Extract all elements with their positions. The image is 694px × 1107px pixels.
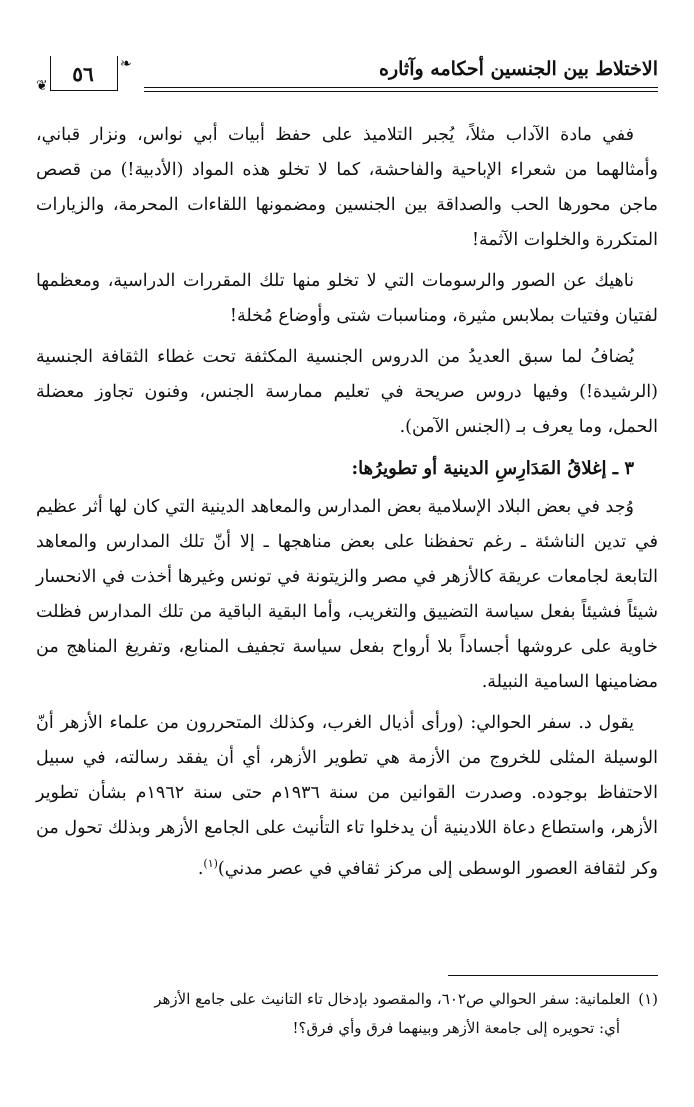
header-rule-bottom (144, 91, 658, 92)
running-title: الاختلاط بين الجنسين أحكامه وآثاره (379, 58, 658, 80)
paragraph-literature: ففي مادة الآداب مثلاً، يُجبر التلاميذ على حفظ أبيات أبي نواس، ونزار قباني، وأمثالهما من شعراء الإباحية والفاحشة، كما لا تخلو هذه المواد (الأدبية!) من قصص ماجن محورها الحب والصداقة بين الجنسين ومضمونها اللقاءات المحرمة، والزيارات المتكررة والخلوات الآثمة! (36, 125, 658, 250)
ornament-right-icon: ❧ (120, 56, 132, 72)
ornament-left-icon: ❦ (36, 78, 48, 94)
footnote-number: (١) (638, 990, 658, 1008)
footnote-line-1: العلمانية: سفر الحوالي ص٦٠٢، والمقصود بإدخال تاء التانيث على جامع الأزهر (154, 990, 631, 1008)
paragraph-hawali-quote: يقول د. سفر الحوالي: (ورأى أذيال الغرب، وكذلك المتحررون من علماء الأزهر أنّ الوسيلة المثلى للخروج من الأزمة هي تطوير الأزهر، أي أن يفقد رسالته، في سبيل الاحتفاظ بوجوده. وصدرت القوانين من سنة ١٩٣٦م حتى سنة ١٩٦٢م بشأن تطوير الأزهر، واستطاع دعاة اللادينية أن يدخلوا تاء التأنيث على الجامع الأزهر وبذلك تحول من وكر لثقافة العصور الوسطى إلى مركز ثقافي في عصر مدني)$^{(١)}$. (36, 713, 658, 879)
footnote-1 (36, 985, 658, 1014)
footnote-reference: (١) (203, 857, 218, 870)
paragraph-religious-schools: وُجد في بعض البلاد الإسلامية بعض المدارس والمعاهد الدينية التي كان لها أثر عظيم في تدين الناشئة ـ رغم تحفظنا على بعض مناهجها ـ إلا أنّ تلك المدارس والمعاهد التابعة لجامعات عريقة كالأزهر في مصر والزيتونة في تونس وغيرها أخذت في الانحسار شيئاً فشيئاً بفعل سياسة التضييق والتغريب، وأما البقية الباقية من تلك المدارس فظلت خاوية على عروشها أجساداً بلا أرواح بفعل سياسة تجفيف المنابع، وتفريغ المناهج من مضامينها السامية النبيلة. (36, 497, 658, 692)
footnotes (36, 985, 658, 1043)
page-header (36, 52, 658, 100)
header-rule-top (144, 87, 658, 88)
section-heading: ٣ ـ إغلاقُ المَدَارِسِ الدينية أو تطويرُها: (351, 458, 634, 479)
paragraph-sex-education: يُضافُ لما سبق العديدُ من الدروس الجنسية المكثفة تحت غطاء الثقافة الجنسية (الرشيدة!) وفيها دروس صريحة في تعليم ممارسة الجنس، وفنون تجاوز معضلة الحمل، وما يعرف بـ (الجنس الآمن). (36, 347, 658, 437)
page-number: ٥٦ (72, 62, 94, 86)
page-body (36, 118, 658, 893)
paragraph-images: ناهيك عن الصور والرسومات التي لا تخلو منها تلك المقررات الدراسية، ومعظمها لفتيان وفتيات بملابس مثيرة، ومناسبات شتى وأوضاع مُخلة! (36, 271, 658, 326)
footnote-1-continued: أي: تحويره إلى جامعة الأزهر وبينهما فرق وأي فرق؟! (292, 1019, 620, 1037)
footnote-separator (448, 975, 658, 976)
page-number-box (36, 56, 136, 94)
quote-text: يقول د. سفر الحوالي: (ورأى أذيال الغرب، وكذلك المتحررون من علماء الأزهر أنّ الوسيلة المثلى للخروج من الأزمة هي تطوير الأزهر، أي أن يفقد رسالته، في سبيل الاحتفاظ بوجوده. وصدرت القوانين من سنة ١٩٣٦م حتى سنة ١٩٦٢م بشأن تطوير الأزهر، واستطاع دعاة اللادينية أن يدخلوا تاء التأنيث على الجامع الأزهر وبذلك تحول من وكر لثقافة العصور الوسطى إلى مركز ثقافي في عصر مدني) (36, 713, 658, 879)
